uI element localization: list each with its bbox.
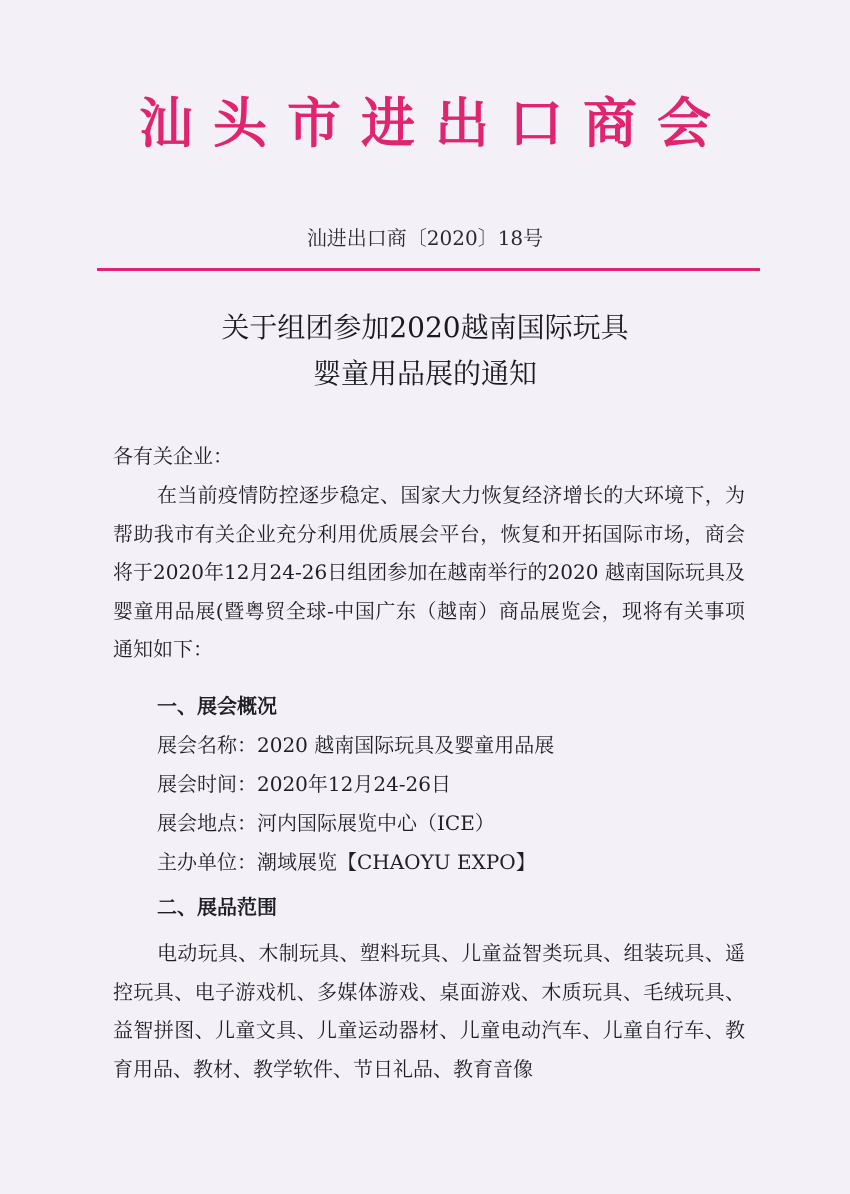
notice-title-line-1: 关于组团参加2020越南国际玩具 [221, 311, 629, 344]
document-number: 汕进出口商〔2020〕18号 [306, 226, 544, 250]
exhibition-organizer: 主办单位：潮域展览【CHAOYU EXPO】 [157, 850, 536, 874]
salutation: 各有关企业： [113, 444, 233, 468]
section-2-heading: 二、展品范围 [157, 895, 277, 919]
intro-paragraph: 在当前疫情防控逐步稳定、国家大力恢复经济增长的大环境下，为帮助我市有关企业充分利用优质展会平台，恢复和开拓国际市场，商会将于2020年12月24-26日组团参加在越南举行的2020 越南国际玩具及婴童用品展(暨粤贸全球-中国广东（越南）商品展览会，现将有关事项通知如下： [113, 483, 745, 661]
organization-name: 汕头市进出口商会 [139, 91, 731, 155]
notice-title [0, 305, 850, 397]
notice-title-line-2: 婴童用品展的通知 [312, 357, 537, 390]
exhibit-scope-paragraph: 电动玩具、木制玩具、塑料玩具、儿童益智类玩具、组装玩具、遥控玩具、电子游戏机、多媒体游戏、桌面游戏、木质玩具、毛绒玩具、益智拼图、儿童文具、儿童运动器材、儿童电动汽车、儿童自行车、教育用品、教材、教学软件、节日礼品、教育音像 [113, 941, 745, 1081]
section-1-heading: 一、展会概况 [157, 694, 277, 718]
red-divider-line [97, 268, 760, 271]
exhibition-time: 展会时间：2020年12月24-26日 [157, 772, 452, 796]
exhibition-name: 展会名称：2020 越南国际玩具及婴童用品展 [157, 733, 555, 757]
exhibition-venue: 展会地点：河内国际展览中心（ICE） [157, 811, 495, 835]
